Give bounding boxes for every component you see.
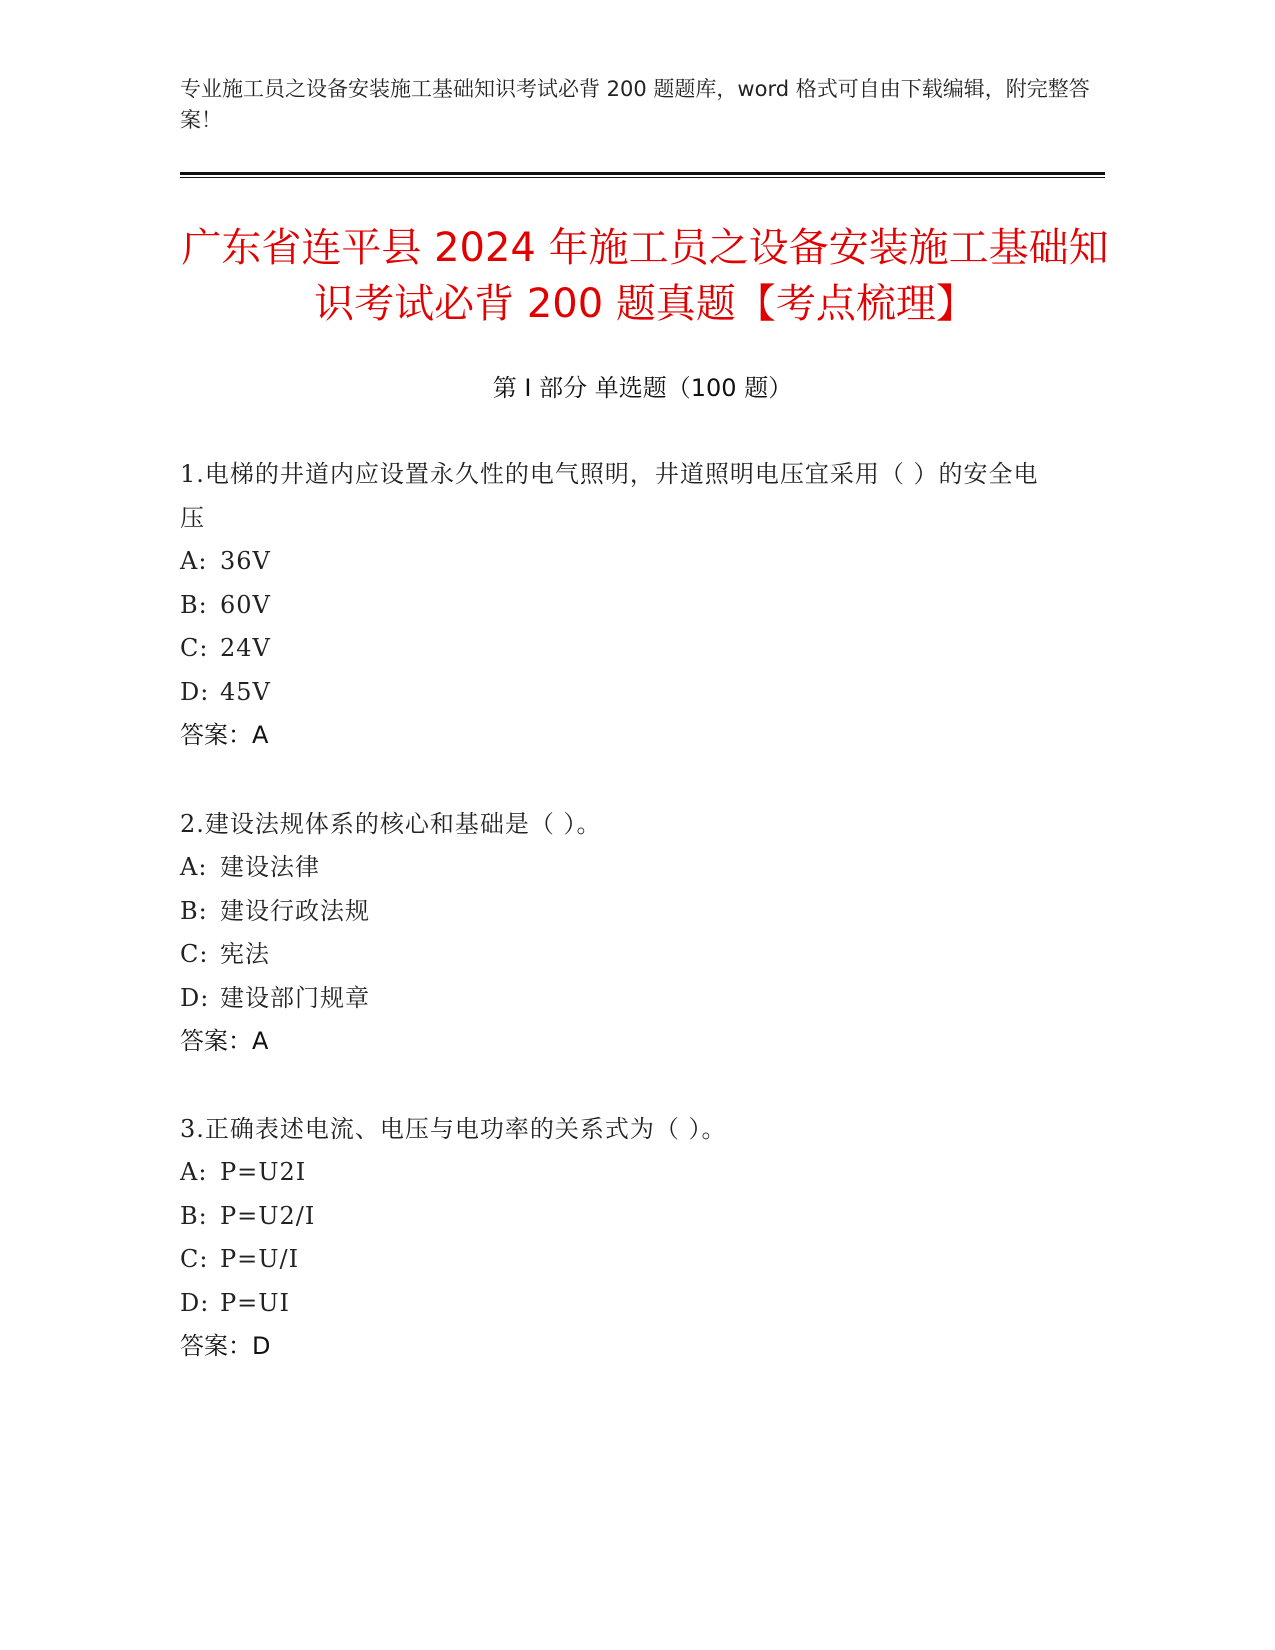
option-a	[180, 540, 1040, 584]
option-a	[180, 846, 1040, 890]
answer-line	[180, 714, 1040, 758]
question-2	[180, 802, 1040, 1064]
answer-label: 答案：	[180, 1332, 252, 1360]
answer-label: 答案：	[180, 1027, 252, 1055]
question-stem: 1.电梯的井道内应设置永久性的电气照明，井道照明电压宜采用（ ）的安全电压	[180, 460, 1039, 532]
answer-label: 答案：	[180, 721, 252, 749]
answer-value: D	[252, 1332, 271, 1360]
answer-value: A	[252, 1027, 269, 1055]
header-rule-thin	[180, 177, 1105, 178]
option-a	[180, 1151, 1040, 1195]
header-note: 专业施工员之设备安装施工基础知识考试必背 200 题题库，word 格式可自由下载编辑，附完整答案！	[180, 77, 1090, 132]
option-text: 24V	[220, 634, 271, 662]
answer-line	[180, 1325, 1040, 1369]
option-c	[180, 627, 1040, 671]
option-text: P=U2I	[220, 1158, 307, 1186]
option-label: A:	[180, 853, 208, 881]
option-label: D:	[180, 983, 210, 1012]
option-label: B:	[180, 1201, 208, 1230]
option-text: 36V	[220, 547, 271, 575]
section-title: 第 I 部分 单选题（100 题）	[492, 374, 793, 402]
question-stem: 2.建设法规体系的核心和基础是（ ）。	[180, 810, 602, 838]
option-b	[180, 584, 1040, 628]
option-d	[180, 977, 1040, 1021]
question-stem: 3.正确表述电流、电压与电功率的关系式为（ ）。	[180, 1115, 727, 1143]
option-label: A:	[180, 547, 208, 575]
option-label: B:	[180, 896, 208, 925]
header-rule-thick	[180, 172, 1105, 175]
option-b	[180, 1195, 1040, 1239]
option-b	[180, 890, 1040, 934]
option-label: C:	[180, 940, 209, 968]
option-c	[180, 933, 1040, 977]
answer-line	[180, 1020, 1040, 1064]
option-text: 45V	[220, 677, 271, 706]
option-text: P=U/I	[220, 1245, 300, 1273]
option-label: A:	[180, 1158, 208, 1186]
option-text: P=UI	[220, 1288, 290, 1317]
option-c	[180, 1238, 1040, 1282]
option-text: 60V	[220, 590, 271, 619]
option-label: D:	[180, 677, 210, 706]
option-label: C:	[180, 1245, 209, 1273]
option-d	[180, 1282, 1040, 1326]
option-label: D:	[180, 1288, 210, 1317]
option-text: 宪法	[220, 940, 270, 968]
answer-value: A	[252, 721, 269, 749]
document-title: 广东省连平县 2024 年施工员之设备安装施工基础知识考试必背 200 题真题【考点梳理】	[181, 225, 1109, 327]
option-text: P=U2/I	[220, 1201, 316, 1230]
option-label: B:	[180, 590, 208, 619]
option-label: C:	[180, 634, 209, 662]
option-text: 建设法律	[220, 853, 320, 881]
option-text: 建设行政法规	[220, 896, 370, 925]
question-1	[180, 452, 1040, 758]
option-text: 建设部门规章	[220, 983, 370, 1012]
question-3	[180, 1107, 1040, 1369]
option-d	[180, 671, 1040, 715]
